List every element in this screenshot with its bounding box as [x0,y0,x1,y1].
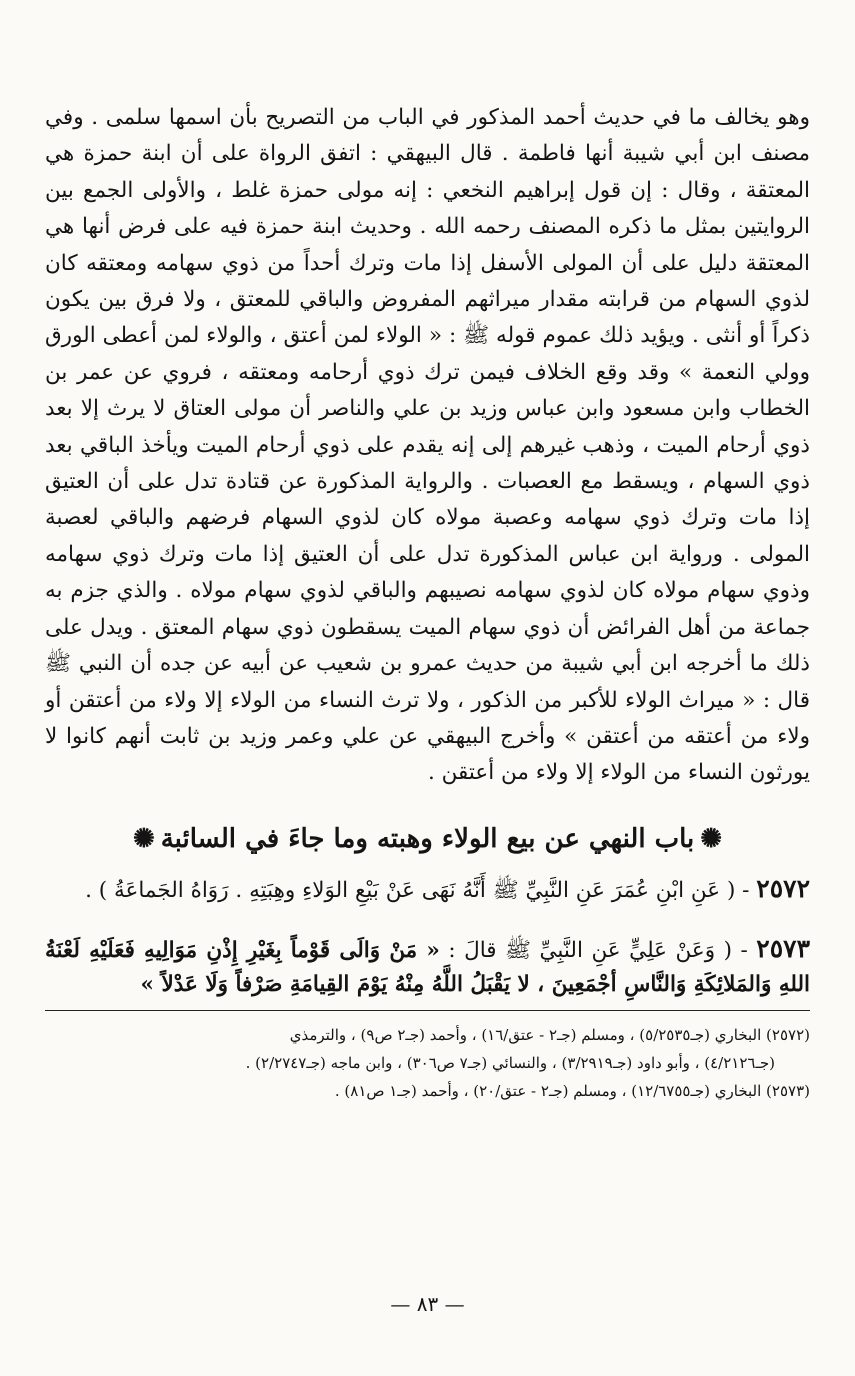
hadith-text: ( عَنِ ابْنِ عُمَرَ عَنِ النَّبِيِّ ﷺ أَنَّهُ نَهَى عَنْ بَيْعِ الوَلاءِ وهِبَتِهِ . رَوَاهُ الجَماعَةُ ) . [85,877,736,903]
hadith-number: ٢٥٧٢ [756,873,810,903]
footnote-first: (٢٥٧٣) البخاري (جـ١٢/٦٧٥٥) ، ومسلم (جـ٢ - عتق/٢٠) ، وأحمد (جـ١ ص٨١) . [334,1081,810,1100]
chapter-heading [45,822,810,856]
footnote-first: (٢٥٧٢) البخاري (جـ٥/٢٥٣٥) ، ومسلم (جـ٢ - عتق/١٦) ، وأحمد (جـ٢ ص٩) ، والترمذي [289,1025,810,1044]
commentary-block [45,100,810,792]
star-ornament-icon: ✺ [132,823,155,854]
hadith-2573 [45,932,810,1002]
footnote-2573 [45,1077,810,1105]
hadith-2572 [45,872,810,908]
commentary-paragraph: وهو يخالف ما في حديث أحمد المذكور في الباب من التصريح بأن اسمها سلمى . وفي مصنف ابن أبي شيبة أنها فاطمة . قال البيهقي : اتفق الرواة على أن ابنة حمزة هي المعتقة ، وقال : إن قول إبراهيم النخعي : إنه مولى حمزة غلط ، والأولى الجمع بين الروايتين بمثل ما ذكره المصنف رحمه الله . وحديث ابنة حمزة فيه على فرض أنها هي المعتقة دليل على أن المولى الأسفل إذا مات وترك أحداً من ذوي سهامه ومعتقه كان لذوي السهام من قرابته مقدار ميراثهم المفروض والباقي للمعتق ، ولا فرق بين يكون ذكراً أو أنثى . ويؤيد ذلك عموم قوله ﷺ : « الولاء لمن أعتق ، والولاء لمن أعطى الورق وولي النعمة » وقد وقع الخلاف فيمن ترك ذوي أرحامه ومعتقه ، فروي عن عمر بن الخطاب وابن مسعود وابن عباس وزيد بن علي والناصر أن مولى العتاق لا يرث إلا بعد ذوي أرحام الميت ، وذهب غيرهم إلى إنه يقدم على ذوي أرحام الميت ويأخذ الباقي بعد ذوي السهام ، ويسقط مع العصبات . والرواية المذكورة عن قتادة تدل على أن العتيق إذا مات وترك ذوي سهامه وعصبة مولاه كان لذوي السهام فرضهم والباقي لعصبة المولى . ورواية ابن عباس المذكورة تدل على أن العتيق إذا مات وترك ذوي سهامه وذوي سهام مولاه كان لذوي سهامه نصيبهم والباقي لذوي سهام مولاه . والذي جزم به جماعة من أهل الفرائض أن ذوي سهام الميت يسقطون ذوي سهام المعتق . ويدل على ذلك ما أخرجه ابن أبي شيبة من حديث عمرو بن شعيب عن أبيه عن جده أن النبي ﷺ قال : « ميراث الولاء للأكبر من الذكور ، ولا ترث النساء من الولاء إلا ولاء من أعتقن أو ولاء من أعتقه من أعتقن » وأخرج البيهقي عن علي وعمر وزيد بن ثابت أنهم كانوا لا يورثون النساء من الولاء إلا ولاء من أعتقن . [45,105,810,786]
hadith-number: ٢٥٧٣ [756,933,811,963]
hadith-prefix: ( وَعَنْ عَلِيٍّ عَنِ النَّبِيِّ ﷺ قالَ : [439,937,732,963]
chapter-title: باب النهي عن بيع الولاء وهبته وما جاءَ في السائبة [160,823,695,854]
page-content [45,100,810,1105]
hadith-dash: - [735,877,757,903]
page-number: — ٨٣ — [390,1292,465,1316]
hadith-text: « مَنْ وَالَى قَوْماً بِغَيْرِ إِذْنِ مَوَالِيهِ فَعَلَيْهِ لَعْنَةُ اللهِ وَالمَلائِكَةِ وَالنَّاسِ أجْمَعِينَ ، لا يَقْبَلُ اللَّهُ مِنْهُ يَوْمَ القِيامَةِ صَرْفاً وَلَا عَدْلاً » [45,937,810,997]
star-ornament-icon: ✺ [700,823,723,854]
footnote-2572-continued: (جـ٤/٢١٢٦) ، وأبو داود (جـ٣/٢٩١٩) ، والنسائي (جـ٧ ص٣٠٦) ، وابن ماجه (جـ٢/٢٧٤٧) . [245,1053,775,1072]
footnote-2572 [45,1021,810,1049]
footnotes [45,1021,810,1105]
hadith-dash: - [732,937,757,963]
footnote-divider [45,1010,810,1011]
